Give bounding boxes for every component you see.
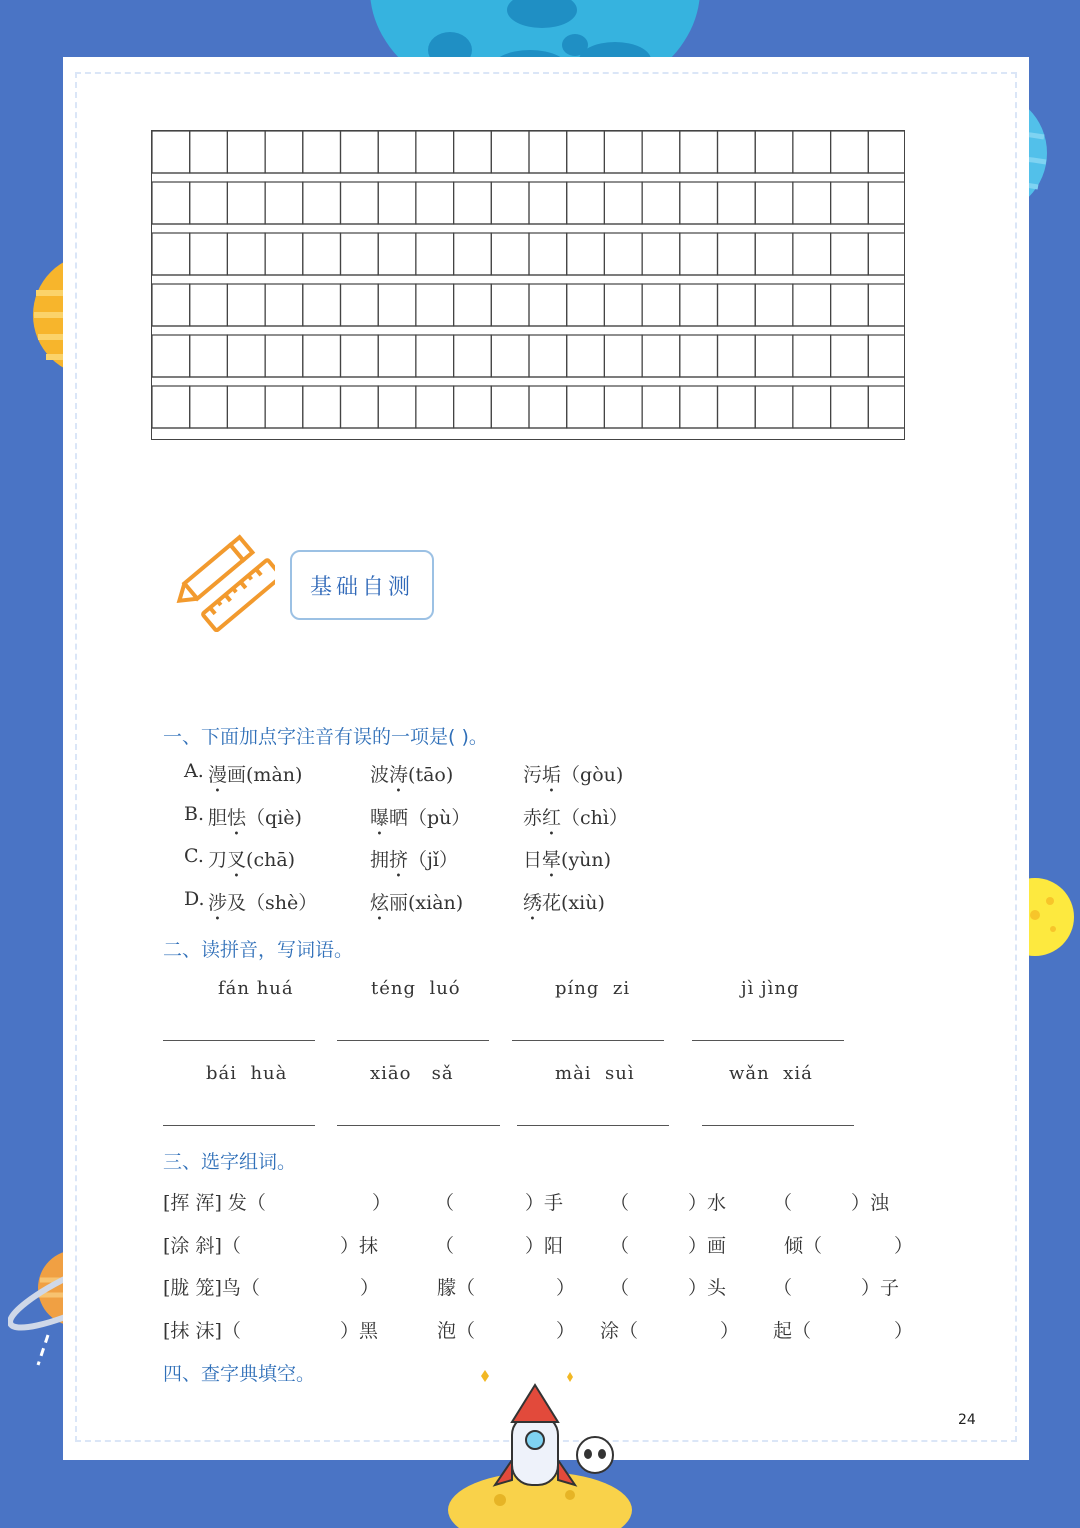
q1-word [523, 888, 605, 925]
grid-cell[interactable] [454, 182, 492, 224]
q1-word-dot: 绣 [523, 892, 543, 914]
q3-segment: （ [610, 1235, 630, 1257]
grid-cell[interactable] [529, 335, 567, 377]
q1-word-post: (tāo) [408, 764, 454, 786]
pinyin-fan-hua: fán huá [218, 978, 294, 999]
q3-segment: ）浊 [851, 1192, 890, 1214]
q1-word-post: （gòu) [561, 764, 624, 786]
grid-cell[interactable] [227, 182, 265, 224]
answer-line[interactable] [337, 1125, 500, 1126]
grid-cell[interactable] [227, 233, 265, 275]
grid-cell[interactable] [416, 233, 454, 275]
q1-word-post: 及（shè） [227, 892, 318, 914]
q3-segment: （ [610, 1277, 630, 1299]
q1-option-label[interactable]: B. [184, 803, 205, 825]
grid-cell[interactable] [303, 335, 341, 377]
writing-grid [151, 130, 905, 440]
q1-word [370, 888, 463, 925]
grid-cell[interactable] [190, 335, 228, 377]
grid-cell[interactable] [604, 131, 642, 173]
q1-word-pre: 日 [523, 849, 543, 871]
q3-segment: [抹 沫]（ [163, 1320, 241, 1342]
grid-cell[interactable] [227, 386, 265, 428]
grid-cell[interactable] [416, 131, 454, 173]
grid-cell[interactable] [378, 335, 416, 377]
grid-cell[interactable] [831, 335, 869, 377]
q1-word-post: （jǐ） [408, 849, 458, 871]
grid-cell[interactable] [378, 284, 416, 326]
q1-word-post: （qiè) [246, 807, 302, 829]
grid-cell[interactable] [227, 284, 265, 326]
grid-cell[interactable] [642, 182, 680, 224]
q3-segment: ）头 [688, 1277, 727, 1299]
q1-word-dot: 漫 [208, 764, 228, 786]
pinyin-wan-xia: wǎn xiá [729, 1063, 813, 1084]
q1-word [370, 803, 470, 840]
grid-cell[interactable] [642, 386, 680, 428]
grid-cell[interactable] [567, 284, 605, 326]
grid-cell[interactable] [152, 386, 190, 428]
q1-word [208, 760, 302, 797]
grid-cell[interactable] [152, 131, 190, 173]
grid-cell[interactable] [567, 131, 605, 173]
q3-segment: 泡（ [437, 1320, 476, 1342]
q1-word-dot: 红 [542, 807, 562, 829]
grid-cell[interactable] [793, 233, 831, 275]
grid-cell[interactable] [793, 386, 831, 428]
grid-cell[interactable] [341, 233, 379, 275]
q3-segment: （ [773, 1277, 793, 1299]
grid-cell[interactable] [642, 335, 680, 377]
grid-cell[interactable] [227, 335, 265, 377]
grid-cell[interactable] [755, 386, 793, 428]
grid-cell[interactable] [454, 233, 492, 275]
q1-word-dot: 叉 [227, 849, 247, 871]
q1-option-label[interactable]: C. [184, 845, 204, 867]
grid-cell[interactable] [378, 131, 416, 173]
grid-cell[interactable] [868, 131, 905, 173]
grid-cell[interactable] [265, 182, 303, 224]
q1-word [523, 803, 628, 840]
grid-cell[interactable] [529, 131, 567, 173]
grid-cell[interactable] [265, 284, 303, 326]
answer-line[interactable] [692, 1040, 844, 1041]
q1-word-pre: 胆 [208, 807, 228, 829]
q3-segment: ） [720, 1320, 740, 1342]
grid-cell[interactable] [755, 233, 793, 275]
pinyin-teng-luo: téng luó [371, 978, 461, 999]
grid-cell[interactable] [604, 335, 642, 377]
grid-cell[interactable] [529, 182, 567, 224]
q3-segment: ）阳 [525, 1235, 564, 1257]
grid-cell[interactable] [303, 182, 341, 224]
grid-cell[interactable] [190, 233, 228, 275]
q1-word-pre: 污 [523, 764, 543, 786]
q1-word-dot: 涛 [389, 764, 409, 786]
grid-cell[interactable] [152, 284, 190, 326]
grid-cell[interactable] [265, 335, 303, 377]
pinyin-ji-jing: jì jìng [741, 978, 800, 999]
q1-word-pre: 赤 [523, 807, 543, 829]
q3-segment: （ [610, 1192, 630, 1214]
q3-segment: ） [360, 1277, 380, 1299]
grid-cell[interactable] [303, 386, 341, 428]
grid-cell[interactable] [718, 182, 756, 224]
q1-word [370, 845, 458, 882]
grid-cell[interactable] [755, 284, 793, 326]
grid-cell[interactable] [642, 131, 680, 173]
grid-cell[interactable] [190, 284, 228, 326]
q1-word-post: (yùn) [561, 849, 612, 871]
q3-segment: 朦（ [437, 1277, 476, 1299]
q3-segment: ） [372, 1192, 392, 1214]
grid-cell[interactable] [567, 386, 605, 428]
grid-cell[interactable] [341, 284, 379, 326]
q3-segment: （ [773, 1192, 793, 1214]
grid-cell[interactable] [454, 335, 492, 377]
grid-cell[interactable] [680, 335, 718, 377]
grid-cell[interactable] [416, 386, 454, 428]
grid-cell[interactable] [642, 233, 680, 275]
grid-cell[interactable] [793, 182, 831, 224]
grid-cell[interactable] [416, 182, 454, 224]
grid-cell[interactable] [567, 335, 605, 377]
q1-word-pre: 拥 [370, 849, 390, 871]
q1-word-post: 晒（pù） [389, 807, 471, 829]
q4-heading: 四、查字典填空。 [163, 1363, 316, 1385]
self-test-badge [290, 550, 434, 620]
q3-segment: ） [894, 1320, 914, 1342]
grid-cell[interactable] [529, 233, 567, 275]
grid-cell[interactable] [831, 233, 869, 275]
q3-heading: 三、选字组词。 [163, 1151, 297, 1173]
grid-cell[interactable] [680, 386, 718, 428]
q3-segment: 起（ [773, 1320, 812, 1342]
q3-segment: （ [435, 1235, 455, 1257]
grid-cell[interactable] [642, 284, 680, 326]
q1-word-dot: 炫 [370, 892, 390, 914]
grid-cell[interactable] [755, 182, 793, 224]
grid-cell[interactable] [454, 386, 492, 428]
grid-cell[interactable] [868, 182, 905, 224]
q1-word-pre: 波 [370, 764, 390, 786]
grid-cell[interactable] [755, 335, 793, 377]
q1-word-post: 画(màn) [227, 764, 303, 786]
q3-segment: ）水 [688, 1192, 727, 1214]
grid-cell[interactable] [378, 182, 416, 224]
q3-segment: [涂 斜]（ [163, 1235, 241, 1257]
pinyin-ping-zi: píng zi [555, 978, 631, 999]
q1-word-post: （chì） [561, 807, 628, 829]
grid-cell[interactable] [680, 182, 718, 224]
q3-segment: ） [556, 1277, 576, 1299]
grid-cell[interactable] [190, 182, 228, 224]
grid-cell[interactable] [491, 335, 529, 377]
q1-word-dot: 曝 [370, 807, 390, 829]
grid-cell[interactable] [529, 284, 567, 326]
answer-line[interactable] [337, 1040, 489, 1041]
q3-segment: 倾（ [784, 1235, 823, 1257]
pencil-ruler-icon [175, 532, 275, 632]
grid-cell[interactable] [152, 233, 190, 275]
q1-word [208, 845, 295, 882]
grid-cell[interactable] [227, 131, 265, 173]
q3-segment: ）抹 [340, 1235, 379, 1257]
grid-cell[interactable] [341, 335, 379, 377]
grid-cell[interactable] [793, 131, 831, 173]
q1-word-pre: 刀 [208, 849, 228, 871]
grid-cell[interactable] [416, 335, 454, 377]
grid-cell[interactable] [341, 182, 379, 224]
grid-cell[interactable] [831, 131, 869, 173]
pinyin-mai-sui: mài suì [555, 1063, 635, 1084]
q1-word-dot: 涉 [208, 892, 228, 914]
grid-cell[interactable] [680, 233, 718, 275]
answer-line[interactable] [702, 1125, 854, 1126]
q3-segment: ） [556, 1320, 576, 1342]
self-test-label: 基础自测 [309, 574, 414, 600]
q3-segment: （ [435, 1192, 455, 1214]
q3-segment: ）手 [525, 1192, 564, 1214]
q1-word-dot: 晕 [542, 849, 562, 871]
grid-cell[interactable] [378, 386, 416, 428]
grid-cell[interactable] [604, 233, 642, 275]
grid-cell[interactable] [831, 284, 869, 326]
q1-word-dot: 垢 [542, 764, 562, 786]
grid-cell[interactable] [303, 284, 341, 326]
q3-segment: [胧 笼]鸟（ [163, 1277, 260, 1299]
grid-cell[interactable] [416, 284, 454, 326]
grid-cell[interactable] [604, 284, 642, 326]
grid-cell[interactable] [454, 131, 492, 173]
grid-cell[interactable] [341, 131, 379, 173]
grid-cell[interactable] [680, 131, 718, 173]
grid-cell[interactable] [831, 182, 869, 224]
grid-cell[interactable] [793, 284, 831, 326]
grid-cell[interactable] [755, 131, 793, 173]
q1-word-post: 花(xiù) [542, 892, 605, 914]
q2-heading: 二、读拼音，写词语。 [163, 939, 354, 961]
grid-cell[interactable] [341, 386, 379, 428]
grid-cell[interactable] [567, 182, 605, 224]
grid-cell[interactable] [152, 182, 190, 224]
grid-cell[interactable] [491, 284, 529, 326]
q1-word-post: 丽(xiàn) [389, 892, 464, 914]
answer-line[interactable] [512, 1040, 664, 1041]
q3-segment: 涂（ [600, 1320, 639, 1342]
q1-word-post: (chā) [246, 849, 296, 871]
grid-cell[interactable] [378, 233, 416, 275]
grid-cell[interactable] [491, 182, 529, 224]
grid-cell[interactable] [868, 386, 905, 428]
q1-word [208, 888, 317, 925]
q3-segment: ）画 [688, 1235, 727, 1257]
grid-cell[interactable] [454, 284, 492, 326]
rocket-panda-illustration [440, 1360, 640, 1528]
grid-cell[interactable] [718, 335, 756, 377]
grid-cell[interactable] [529, 386, 567, 428]
q3-segment: ） [894, 1235, 914, 1257]
answer-line[interactable] [517, 1125, 669, 1126]
grid-cell[interactable] [718, 284, 756, 326]
q1-word-dot: 挤 [389, 849, 409, 871]
answer-line[interactable] [163, 1125, 315, 1126]
grid-cell[interactable] [152, 335, 190, 377]
grid-cell[interactable] [718, 233, 756, 275]
q1-word [523, 760, 623, 797]
grid-cell[interactable] [491, 386, 529, 428]
answer-line[interactable] [163, 1040, 315, 1041]
page-number: 24 [958, 1412, 976, 1428]
grid-cell[interactable] [303, 131, 341, 173]
grid-cell[interactable] [491, 131, 529, 173]
grid-cell[interactable] [303, 233, 341, 275]
grid-cell[interactable] [190, 386, 228, 428]
grid-cell[interactable] [718, 131, 756, 173]
q1-word-dot: 怯 [227, 807, 247, 829]
grid-cell[interactable] [190, 131, 228, 173]
pinyin-xiao-sa: xiāo sǎ [370, 1063, 454, 1084]
grid-cell[interactable] [604, 182, 642, 224]
grid-cell[interactable] [680, 284, 718, 326]
grid-cell[interactable] [265, 233, 303, 275]
grid-cell[interactable] [831, 386, 869, 428]
grid-cell[interactable] [868, 233, 905, 275]
pinyin-bai-hua: bái huà [206, 1063, 288, 1084]
q1-word [208, 803, 302, 840]
q3-segment: [挥 浑] 发（ [163, 1192, 266, 1214]
q1-option-label[interactable]: D. [184, 888, 205, 910]
q1-heading: 一、下面加点字注音有误的一项是( )。 [163, 726, 488, 748]
grid-cell[interactable] [265, 131, 303, 173]
grid-cell[interactable] [868, 335, 905, 377]
grid-cell[interactable] [604, 386, 642, 428]
grid-cell[interactable] [491, 233, 529, 275]
grid-cell[interactable] [868, 284, 905, 326]
q3-segment: ）子 [861, 1277, 900, 1299]
q3-segment: ）黑 [340, 1320, 379, 1342]
grid-cell[interactable] [718, 386, 756, 428]
q1-word [523, 845, 611, 882]
grid-cell[interactable] [265, 386, 303, 428]
grid-cell[interactable] [567, 233, 605, 275]
q1-word [370, 760, 453, 797]
grid-cell[interactable] [793, 335, 831, 377]
q1-option-label[interactable]: A. [184, 760, 204, 782]
